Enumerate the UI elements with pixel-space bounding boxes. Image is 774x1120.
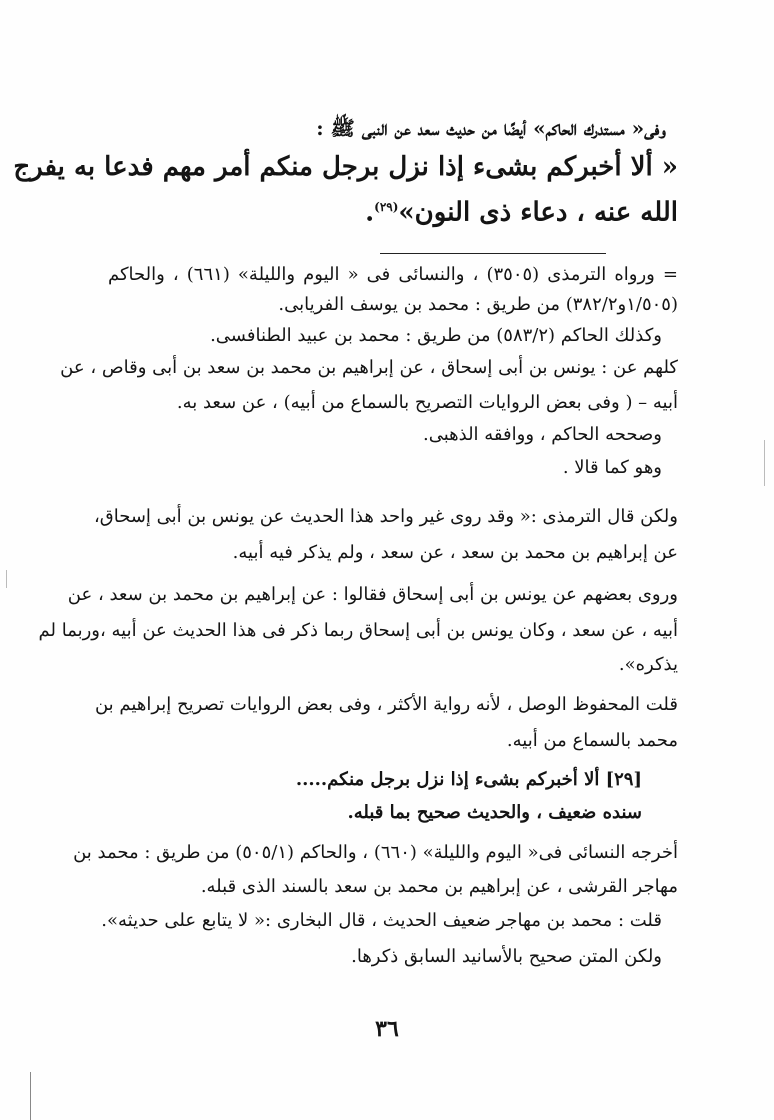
footnote-line: كلهم عن : يونس بن أبى إسحاق ، عن إبراهيم بن محمد بن سعد بن أبى وقاص ، عن — [60, 357, 678, 378]
footnote-line: محمد بالسماع من أبيه. — [506, 730, 678, 751]
hadith-text: الله عنه ، دعاء ذى النون» — [398, 197, 678, 228]
margin-mark — [764, 440, 765, 486]
footnote-line: وروى بعضهم عن يونس بن أبى إسحاق فقالوا : عن إبراهيم بن محمد بن سعد ، عن — [67, 584, 678, 605]
scan-edge-line — [30, 1072, 31, 1120]
margin-mark — [6, 570, 7, 588]
footnote-line: قلت : محمد بن مهاجر ضعيف الحديث ، قال البخارى :« لا يتابع على حديثه». — [101, 910, 662, 931]
footnote-line: وصححه الحاكم ، ووافقه الذهبى. — [422, 424, 662, 445]
footnote-line: أبيه – ( وفى بعض الروايات التصريح بالسماع من أبيه) ، عن سعد به. — [176, 392, 678, 413]
footnote-line: مهاجر القرشى ، عن إبراهيم بن محمد بن سعد بالسند الذى قبله. — [200, 876, 678, 897]
page-number: ٣٦ — [375, 1016, 399, 1042]
footnote-separator — [380, 253, 606, 254]
intro-line: وفى« مستدرك الحاكم» أيضًا من حديث سعد عن النبى ﷺ : — [316, 116, 666, 140]
footnote-reference: (٢٩) — [374, 200, 399, 214]
footnote-line: وهو كما قالا . — [562, 457, 662, 478]
hadith-end: . — [365, 197, 375, 228]
footnote-line: = ورواه الترمذى (٣٥٠٥) ، والنسائى فى « اليوم والليلة» (٦٦١) ، والحاكم — [108, 264, 678, 285]
hadith-heading: [٢٩] ألا أخبركم بشىء إذا نزل برجل منكم..... — [295, 769, 642, 790]
footnote-line: أبيه ، عن سعد ، وكان يونس بن أبى إسحاق ربما ذكر فى هذا الحديث عن أبيه ،وربما لم — [38, 620, 678, 641]
footnote-line: قلت المحفوظ الوصل ، لأنه رواية الأكثر ، وفى بعض الروايات تصريح إبراهيم بن — [94, 694, 678, 715]
grading-line: سنده ضعيف ، والحديث صحيح بما قبله. — [347, 802, 642, 823]
footnote-line: يذكره». — [618, 654, 678, 675]
footnote-line: وكذلك الحاكم (٥٨٣/٢) من طريق : محمد بن عبيد الطنافسى. — [210, 325, 662, 346]
footnote-line: ولكن قال الترمذى :« وقد روى غير واحد هذا الحديث عن يونس بن أبى إسحاق، — [93, 506, 678, 527]
footnote-line: أخرجه النسائى فى« اليوم والليلة» (٦٦٠) ، والحاكم (٥٠٥/١) من طريق : محمد بن — [73, 842, 678, 863]
footnote-line: (١/٥٠٥و٣٨٢/٢) من طريق : محمد بن يوسف الفريابى. — [278, 294, 678, 315]
hadith-text-line-2 — [108, 190, 678, 230]
footnote-line: عن إبراهيم بن محمد بن سعد ، عن سعد ، ولم يذكر فيه أبيه. — [232, 542, 678, 563]
hadith-text-line-1: « ألا أخبركم بشىء إذا نزل برجل منكم أمر مهم فدعا به يفرج — [13, 152, 678, 182]
footnote-line: ولكن المتن صحيح بالأسانيد السابق ذكرها. — [351, 946, 662, 967]
